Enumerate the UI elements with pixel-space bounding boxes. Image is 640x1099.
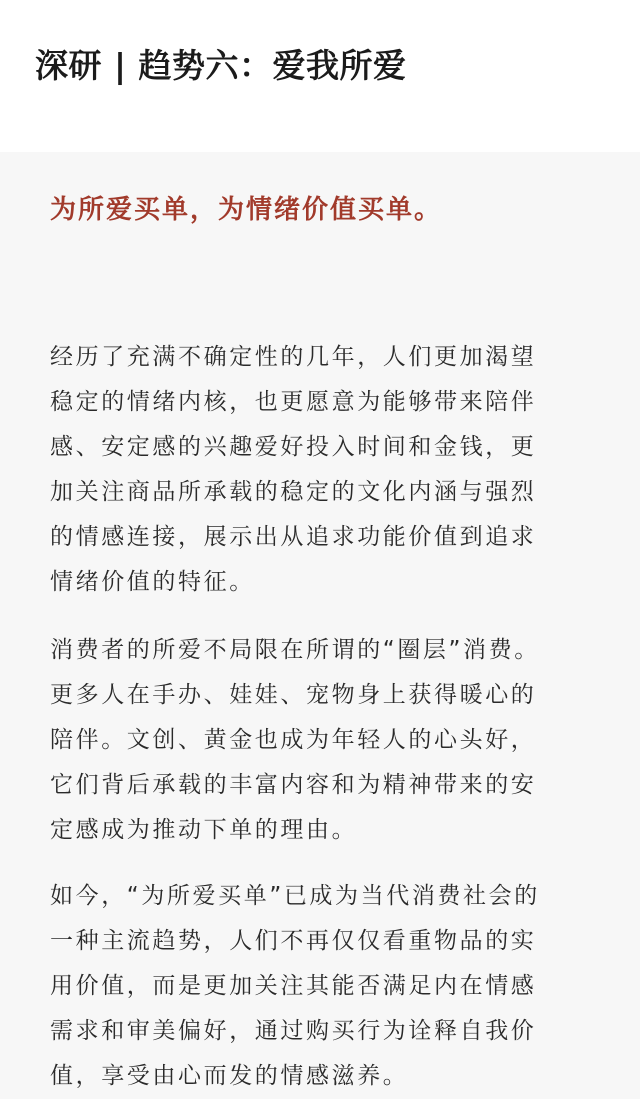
paragraph-line: 情绪价值的特征。 — [50, 569, 255, 595]
paragraph-line: 消费者的所爱不局限在所谓的“圈层”消费。 — [50, 637, 540, 663]
paragraph-line: 如今，“为所爱买单”已成为当代消费社会的 — [50, 883, 540, 909]
paragraph-line: 感、安定感的兴趣爱好投入时间和金钱，更 — [50, 434, 537, 460]
paragraph-line: 加关注商品所承载的稳定的文化内涵与强烈 — [50, 479, 537, 505]
page-title: 深研 | 趋势六：爱我所爱 — [35, 46, 407, 85]
paragraph-line: 陪伴。文创、黄金也成为年轻人的心头好， — [50, 727, 537, 753]
paragraph-line: 一种主流趋势，人们不再仅仅看重物品的实 — [50, 928, 537, 954]
paragraph-line: 定感成为推动下单的理由。 — [50, 817, 358, 843]
paragraph-line: 它们背后承载的丰富内容和为精神带来的安 — [50, 772, 537, 798]
paragraph-line: 的情感连接，展示出从追求功能价值到追求 — [50, 524, 537, 550]
paragraph-line: 用价值，而是更加关注其能否满足内在情感 — [50, 973, 537, 999]
article-headline: 为所爱买单，为情绪价值买单。 — [50, 195, 443, 225]
paragraph-line: 需求和审美偏好，通过购买行为诠释自我价 — [50, 1018, 537, 1044]
paragraph-3 — [50, 874, 595, 1099]
paragraph-line: 经历了充满不确定性的几年，人们更加渴望 — [50, 344, 537, 370]
paragraph-1 — [50, 335, 595, 605]
paragraph-2 — [50, 628, 595, 853]
paragraph-line: 稳定的情绪内核，也更愿意为能够带来陪伴 — [50, 389, 537, 415]
paragraph-line: 值，享受由心而发的情感滋养。 — [50, 1063, 409, 1089]
paragraph-line: 更多人在手办、娃娃、宠物身上获得暖心的 — [50, 682, 537, 708]
